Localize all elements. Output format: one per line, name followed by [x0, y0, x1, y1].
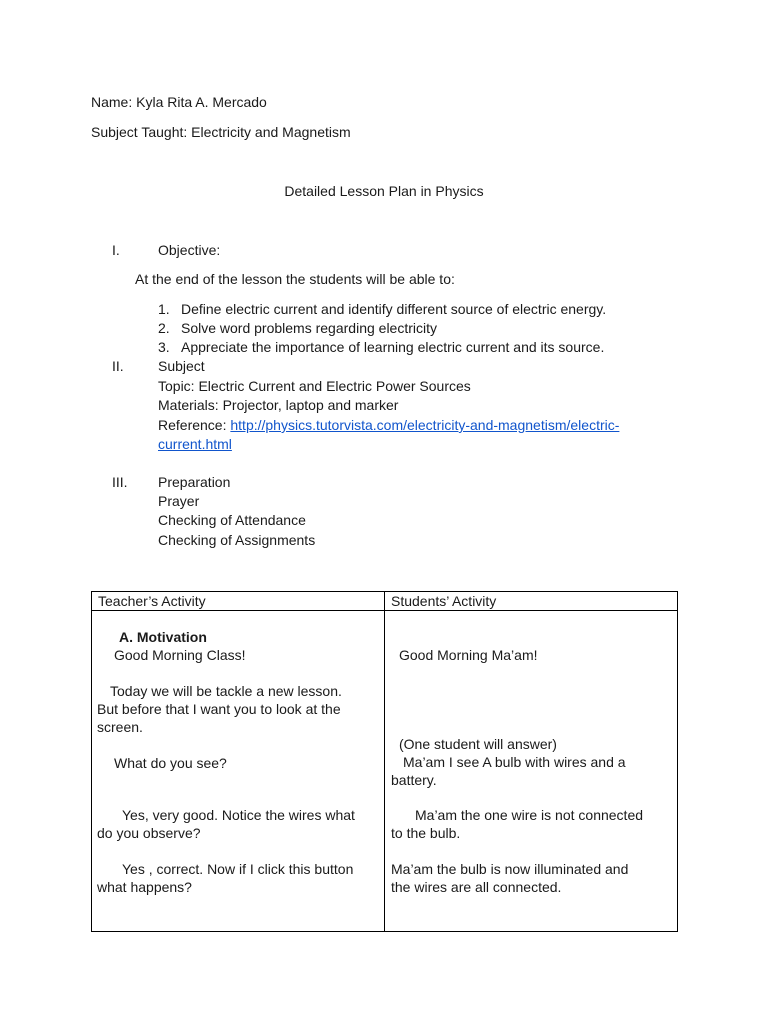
- teacher-good-line2: do you observe?: [97, 825, 201, 841]
- teacher-activity-cell: [92, 611, 385, 932]
- preparation-item: Checking of Attendance: [158, 512, 306, 528]
- section1-numeral: I.: [112, 242, 120, 258]
- activity-table: [91, 591, 678, 932]
- teacher-correct-line2: what happens?: [97, 879, 192, 895]
- section3-heading: Preparation: [158, 474, 231, 490]
- students-activity-header: Students’ Activity: [385, 592, 678, 611]
- table-header-row: [92, 592, 678, 611]
- objective-3-num: 3.: [158, 339, 170, 355]
- objective-2-num: 2.: [158, 320, 170, 336]
- materials-line: Materials: Projector, laptop and marker: [158, 397, 399, 413]
- objective-3-text: Appreciate the importance of learning electric current and its source.: [181, 339, 605, 355]
- objective-2-text: Solve word problems regarding electricity: [181, 320, 437, 336]
- objective-1-num: 1.: [158, 301, 170, 317]
- reference-link-line2[interactable]: current.html: [158, 436, 232, 452]
- section2-heading: Subject: [158, 358, 205, 374]
- teacher-greeting: Good Morning Class!: [114, 647, 246, 663]
- section1-intro: At the end of the lesson the students will be able to:: [135, 271, 455, 287]
- teacher-lesson-line2: But before that I want you to look at the: [97, 701, 341, 717]
- students-answer2-line1: Ma’am the one wire is not connected: [415, 807, 644, 823]
- students-greeting: Good Morning Ma’am!: [399, 647, 538, 663]
- table-row: [92, 611, 678, 932]
- section3-numeral: III.: [112, 474, 128, 490]
- teacher-lesson-line3: screen.: [97, 719, 143, 735]
- section2-numeral: II.: [112, 358, 124, 374]
- students-answer1-line1: Ma’am I see A bulb with wires and a: [403, 754, 626, 770]
- preparation-item: Prayer: [158, 493, 200, 509]
- teacher-correct-line1: Yes , correct. Now if I click this button: [122, 861, 354, 877]
- students-answer3-line1: Ma’am the bulb is now illuminated and: [391, 861, 629, 877]
- teacher-lesson-line1: Today we will be tackle a new lesson.: [110, 683, 342, 699]
- objective-1-text: Define electric current and identify different source of electric energy.: [181, 301, 607, 317]
- reference-line: [158, 417, 619, 434]
- topic-line: Topic: Electric Current and Electric Power Sources: [158, 378, 471, 394]
- section1-heading: Objective:: [158, 242, 221, 258]
- students-answer2-line2: to the bulb.: [391, 825, 461, 841]
- students-answer3-line2: the wires are all connected.: [391, 879, 562, 895]
- preparation-item: Checking of Assignments: [158, 532, 316, 548]
- students-answer-note: (One student will answer): [399, 736, 557, 752]
- reference-label: Reference:: [158, 417, 231, 433]
- students-answer1-line2: battery.: [391, 772, 437, 788]
- teacher-question1: What do you see?: [114, 755, 227, 771]
- teacher-activity-header: Teacher’s Activity: [92, 592, 385, 611]
- reference-link-continued[interactable]: [158, 436, 232, 453]
- document-title: Detailed Lesson Plan in Physics: [284, 183, 484, 199]
- subject-line: Subject Taught: Electricity and Magnetism: [91, 124, 351, 140]
- motivation-heading: A. Motivation: [119, 629, 207, 645]
- students-activity-cell: [385, 611, 678, 932]
- reference-link[interactable]: http://physics.tutorvista.com/electricity-and-magnetism/electric-: [230, 417, 620, 433]
- name-line: Name: Kyla Rita A. Mercado: [91, 94, 267, 110]
- teacher-good-line1: Yes, very good. Notice the wires what: [122, 807, 355, 823]
